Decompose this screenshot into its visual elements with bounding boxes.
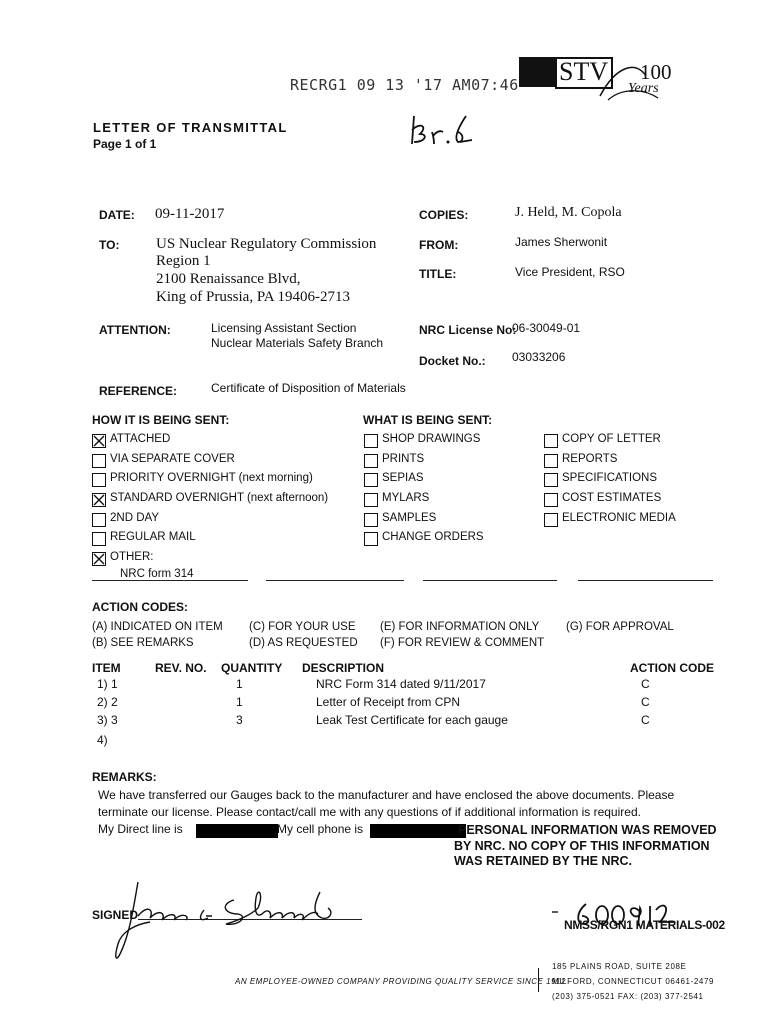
samples-label: SAMPLES: [382, 512, 437, 524]
row-description: NRC Form 314 dated 9/11/2017: [316, 677, 486, 691]
anniversary-word: Years: [628, 81, 659, 96]
reference-label: REFERENCE:: [99, 384, 178, 398]
specifications-label: SPECIFICATIONS: [562, 472, 657, 484]
copy-of-letter-label: COPY OF LETTER: [562, 433, 661, 445]
cost-estimates-checkbox[interactable]: [544, 493, 558, 507]
footer-address-1: 185 PLAINS ROAD, SUITE 208E: [552, 962, 687, 971]
page-indicator: Page 1 of 1: [93, 137, 157, 151]
footer-address-2: MILFORD, CONNECTICUT 06461-2479: [552, 977, 715, 986]
attached-checkbox[interactable]: [92, 434, 106, 448]
license-label: NRC License No:: [419, 323, 517, 337]
attention-label: ATTENTION:: [99, 323, 171, 337]
sepias-checkbox[interactable]: [364, 473, 378, 487]
action-code-c: (C) FOR YOUR USE: [249, 621, 356, 633]
row-item: 2) 2: [97, 695, 118, 709]
row-action: C: [641, 677, 650, 691]
other-underline-2: [266, 580, 404, 581]
date-value: 09-11-2017: [155, 206, 225, 222]
redacted-cell-phone: [370, 824, 466, 838]
col-header-description: DESCRIPTION: [302, 661, 385, 675]
remarks-line-1: We have transferred our Gauges back to the manufacturer and have enclosed the above documents. Please: [98, 788, 675, 802]
row-quantity: 1: [236, 695, 243, 709]
other-underline-3: [423, 580, 557, 581]
to-line-2: Region 1: [156, 253, 211, 269]
row-description: Letter of Receipt from CPN: [316, 695, 461, 709]
row-description: Leak Test Certificate for each gauge: [316, 713, 508, 727]
to-label: TO:: [99, 238, 120, 252]
mylars-checkbox[interactable]: [364, 493, 378, 507]
mylars-label: MYLARS: [382, 492, 430, 504]
via-separate-cover-checkbox[interactable]: [92, 454, 106, 468]
other-underline-4: [578, 580, 713, 581]
col-header-rev: REV. NO.: [155, 661, 207, 675]
other-underline-1: [92, 580, 248, 581]
handwritten-signature: [108, 874, 348, 966]
document-title: LETTER OF TRANSMITTAL: [93, 120, 288, 135]
regular-mail-label: REGULAR MAIL: [110, 531, 196, 543]
checkmark-x-icon: [93, 435, 105, 447]
regular-mail-checkbox[interactable]: [92, 532, 106, 546]
redaction-notice-line-3: WAS RETAINED BY THE NRC.: [454, 854, 633, 868]
standard-overnight-next-afternoon-checkbox[interactable]: [92, 493, 106, 507]
from-label: FROM:: [419, 238, 459, 252]
via-separate-cover-label: VIA SEPARATE COVER: [110, 453, 235, 465]
to-line-4: King of Prussia, PA 19406-2713: [156, 289, 351, 305]
docket-label: Docket No.:: [419, 354, 486, 368]
what-sent-heading: WHAT IS BEING SENT:: [363, 413, 493, 427]
row-item: 1) 1: [97, 677, 118, 691]
row-item: 3) 3: [97, 713, 118, 727]
col-header-action-code: ACTION CODE: [630, 661, 714, 675]
row-quantity: 1: [236, 677, 243, 691]
reference-value: Certificate of Disposition of Materials: [211, 381, 406, 395]
other-value: NRC form 314: [120, 568, 194, 580]
docket-value: 03033206: [512, 350, 566, 364]
title-value: Vice President, RSO: [515, 265, 625, 279]
to-line-1: US Nuclear Regulatory Commission: [156, 236, 377, 252]
row-quantity: 3: [236, 713, 243, 727]
action-code-d: (D) AS REQUESTED: [249, 637, 358, 649]
col-header-item: ITEM: [92, 661, 121, 675]
remarks-line-2: terminate our license. Please contact/call me with any questions of if additional information is required.: [98, 805, 641, 819]
license-value: 06-30049-01: [512, 321, 581, 335]
samples-checkbox[interactable]: [364, 513, 378, 527]
copy-of-letter-checkbox[interactable]: [544, 434, 558, 448]
direct-line-prefix: My Direct line is: [98, 822, 183, 836]
electronic-media-checkbox[interactable]: [544, 513, 558, 527]
action-code-a: (A) INDICATED ON ITEM: [92, 621, 223, 633]
checkmark-x-icon: [93, 553, 105, 565]
prints-label: PRINTS: [382, 453, 425, 465]
signed-label: SIGNED: [92, 908, 139, 922]
priority-overnight-next-morning-label: PRIORITY OVERNIGHT (next morning): [110, 472, 313, 484]
action-code-b: (B) SEE REMARKS: [92, 637, 194, 649]
received-stamp: RECRG1 09 13 '17 AM07:46: [290, 76, 519, 94]
change-orders-label: CHANGE ORDERS: [382, 531, 484, 543]
shop-drawings-checkbox[interactable]: [364, 434, 378, 448]
specifications-checkbox[interactable]: [544, 473, 558, 487]
row-action: C: [641, 713, 650, 727]
footer-address-3: (203) 375-0521 FAX: (203) 377-2541: [552, 992, 704, 1001]
change-orders-checkbox[interactable]: [364, 532, 378, 546]
from-value: James Sherwonit: [515, 235, 608, 249]
reports-checkbox[interactable]: [544, 454, 558, 468]
anniversary-number: 100: [640, 60, 672, 84]
redaction-notice-line-1: PERSONAL INFORMATION WAS REMOVED: [458, 823, 717, 837]
other-label: OTHER:: [110, 551, 154, 563]
col-header-quantity: QUANTITY: [221, 661, 283, 675]
2nd-day-label: 2ND DAY: [110, 512, 159, 524]
checkmark-x-icon: [93, 494, 105, 506]
footer-tagline: AN EMPLOYEE-OWNED COMPANY PROVIDING QUALITY SERVICE SINCE 1912: [235, 977, 566, 986]
stv-logo-mark: [519, 57, 555, 87]
row-action: C: [641, 695, 650, 709]
title-label: TITLE:: [419, 267, 457, 281]
attention-line-1: Licensing Assistant Section: [211, 321, 357, 335]
copies-value: J. Held, M. Copola: [515, 205, 622, 220]
how-sent-heading: HOW IT IS BEING SENT:: [92, 413, 230, 427]
stv-logo-text: STV: [559, 57, 609, 86]
prints-checkbox[interactable]: [364, 454, 378, 468]
action-codes-heading: ACTION CODES:: [92, 600, 188, 614]
cost-estimates-label: COST ESTIMATES: [562, 492, 662, 504]
action-code-g: (G) FOR APPROVAL: [566, 621, 674, 633]
shop-drawings-label: SHOP DRAWINGS: [382, 433, 481, 445]
row-item: 4): [97, 733, 108, 747]
remarks-heading: REMARKS:: [92, 770, 157, 784]
handwritten-branch-mark: [406, 108, 476, 148]
redaction-notice-line-2: BY NRC. NO COPY OF THIS INFORMATION: [454, 839, 710, 853]
footer-divider: [538, 968, 539, 992]
2nd-day-checkbox[interactable]: [92, 513, 106, 527]
action-code-f: (F) FOR REVIEW & COMMENT: [380, 637, 545, 649]
electronic-media-label: ELECTRONIC MEDIA: [562, 512, 676, 524]
priority-overnight-next-morning-checkbox[interactable]: [92, 473, 106, 487]
reports-label: REPORTS: [562, 453, 618, 465]
attention-line-2: Nuclear Materials Safety Branch: [211, 336, 384, 350]
to-line-3: 2100 Renaissance Blvd,: [156, 271, 301, 287]
other-checkbox[interactable]: [92, 552, 106, 566]
date-label: DATE:: [99, 208, 135, 222]
materials-stamp: NMSS/RGN1 MATERIALS-002: [564, 918, 725, 932]
action-code-e: (E) FOR INFORMATION ONLY: [380, 621, 540, 633]
cell-phone-prefix: My cell phone is: [277, 822, 364, 836]
sepias-label: SEPIAS: [382, 472, 424, 484]
attached-label: ATTACHED: [110, 433, 171, 445]
standard-overnight-next-afternoon-label: STANDARD OVERNIGHT (next afternoon): [110, 492, 329, 504]
redacted-direct-line: [196, 824, 278, 838]
copies-label: COPIES:: [419, 208, 469, 222]
